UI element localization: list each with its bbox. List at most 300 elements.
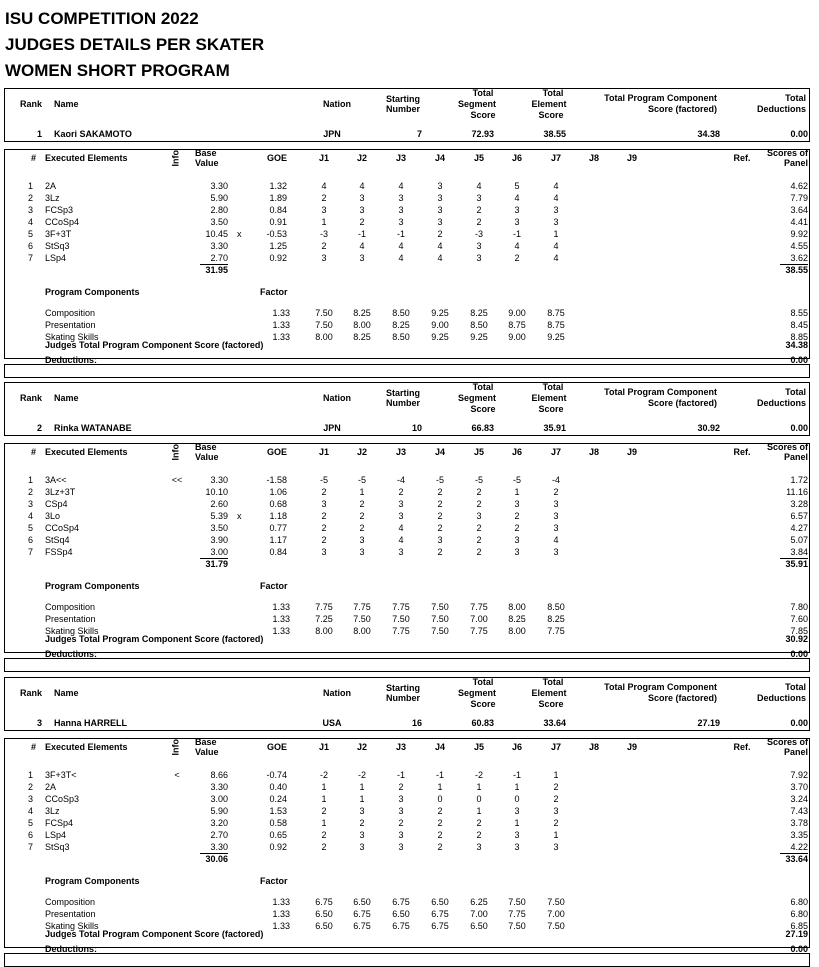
judge-score: 3 — [398, 217, 404, 227]
judge-score: 2 — [321, 511, 327, 521]
judge-score: 2 — [437, 487, 443, 497]
component-name: Presentation — [45, 320, 96, 330]
element-number: 4 — [27, 806, 33, 816]
judge-score: 3 — [359, 830, 365, 840]
element-goe: 1.18 — [269, 511, 287, 521]
component-factor: 1.33 — [272, 320, 290, 330]
judge-component-score: 6.75 — [431, 921, 449, 931]
judge-label: J1 — [318, 447, 329, 457]
scores-of-panel-label-1: Scores of — [766, 442, 808, 452]
judge-score: 0 — [437, 794, 443, 804]
judge-component-score: 7.75 — [470, 626, 488, 636]
judge-label: J7 — [550, 153, 561, 163]
name-label: Name — [54, 99, 79, 109]
total-segment-score-label-3: Score — [470, 699, 496, 709]
element-goe: 0.68 — [269, 499, 287, 509]
judge-score: 2 — [437, 830, 443, 840]
element-panel-score: 7.43 — [790, 806, 808, 816]
judge-component-score: 8.25 — [392, 320, 410, 330]
element-base-value: 3.30 — [210, 181, 228, 191]
judge-component-score: 8.00 — [315, 626, 333, 636]
judge-score: 5 — [514, 181, 520, 191]
element-panel-score: 4.27 — [790, 523, 808, 533]
judge-score: 1 — [359, 782, 365, 792]
judge-component-score: 7.50 — [315, 308, 333, 318]
factor-label: Factor — [260, 876, 288, 886]
element-panel-score: 7.79 — [790, 193, 808, 203]
element-code: 3Lz — [45, 193, 60, 203]
judge-score: -2 — [319, 770, 328, 780]
judge-component-score: 8.75 — [508, 320, 526, 330]
judge-score: -4 — [396, 475, 405, 485]
total-pcs-label-1: Total Program Component — [604, 387, 717, 397]
element-panel-score: 3.24 — [790, 794, 808, 804]
element-base-value: 8.66 — [210, 770, 228, 780]
judge-label: J4 — [434, 742, 445, 752]
factor-label: Factor — [260, 581, 288, 591]
judge-score: 2 — [398, 818, 404, 828]
judge-score: 2 — [437, 842, 443, 852]
judge-score: 1 — [514, 782, 520, 792]
element-code: StSq3 — [45, 842, 70, 852]
total-deductions-label-1: Total — [785, 682, 806, 692]
element-goe: 1.17 — [269, 535, 287, 545]
judge-score: -2 — [474, 770, 483, 780]
judge-score: 2 — [514, 511, 520, 521]
element-number: 1 — [27, 770, 33, 780]
judge-label: J4 — [434, 447, 445, 457]
program-components-label: Program Components — [45, 876, 140, 886]
element-panel-score: 3.35 — [790, 830, 808, 840]
judge-label: J5 — [473, 153, 484, 163]
rank-label: Rank — [20, 393, 43, 403]
element-code: 2A — [45, 181, 57, 191]
element-base-value: 3.20 — [210, 818, 228, 828]
judge-component-score: 7.50 — [392, 614, 410, 624]
total-segment-score-label-1: Total — [472, 677, 494, 687]
element-code: 3A<< — [45, 475, 67, 485]
judge-score: 2 — [553, 794, 559, 804]
judge-score: 3 — [359, 535, 365, 545]
judge-score: 2 — [437, 229, 443, 239]
judges-total-pcs-label: Judges Total Program Component Score (factored) — [45, 929, 264, 939]
component-factor: 1.33 — [272, 921, 290, 931]
element-goe: 1.53 — [269, 806, 287, 816]
element-base-value: 5.90 — [210, 193, 228, 203]
judge-score: 3 — [321, 205, 327, 215]
starting-number-label-2: Number — [385, 398, 420, 408]
judge-component-score: 8.00 — [353, 320, 371, 330]
base-value-total: 30.06 — [205, 854, 228, 864]
judge-score: 1 — [321, 818, 327, 828]
element-goe: 0.84 — [269, 547, 287, 557]
element-code: 3Lo — [45, 511, 61, 521]
judge-component-score: 6.75 — [431, 909, 449, 919]
judge-label: J3 — [395, 153, 406, 163]
judge-component-score: 7.00 — [470, 614, 488, 624]
total-element-score: 38.55 — [543, 129, 566, 139]
total-segment-score-label-2: Segment — [457, 688, 496, 698]
tes-total-rule — [780, 558, 808, 559]
judge-score: 4 — [359, 241, 365, 251]
element-code: CSp4 — [45, 499, 68, 509]
scores-of-panel-label-2: Panel — [783, 158, 808, 168]
total-element-score-label-2: Element — [531, 99, 567, 109]
judge-component-score: 7.50 — [508, 921, 526, 931]
judge-component-score: 8.75 — [547, 308, 565, 318]
scores-of-panel-label-1: Scores of — [766, 148, 808, 158]
element-goe: 1.06 — [269, 487, 287, 497]
judge-score: 4 — [359, 181, 365, 191]
component-panel-score: 6.85 — [790, 921, 808, 931]
judge-score: -1 — [512, 770, 521, 780]
factor-label: Factor — [260, 287, 288, 297]
starting-number-label-2: Number — [385, 693, 420, 703]
judge-score: 3 — [437, 193, 443, 203]
judge-score: 3 — [359, 806, 365, 816]
judge-score: 4 — [553, 535, 559, 545]
element-number: 4 — [27, 511, 33, 521]
judge-score: 3 — [514, 217, 520, 227]
judge-component-score: 7.50 — [431, 626, 449, 636]
judge-component-score: 8.25 — [470, 308, 488, 318]
judge-score: 4 — [553, 253, 559, 263]
judge-score: 3 — [398, 499, 404, 509]
deductions-box — [4, 364, 810, 378]
judge-label: J2 — [356, 742, 367, 752]
judge-score: 1 — [553, 770, 559, 780]
component-factor: 1.33 — [272, 308, 290, 318]
judge-label: J6 — [511, 447, 522, 457]
judge-score: 3 — [476, 511, 482, 521]
judge-score: 2 — [476, 217, 482, 227]
judge-label: J3 — [395, 447, 406, 457]
base-value-total: 31.79 — [205, 559, 228, 569]
total-pcs-label-1: Total Program Component — [604, 682, 717, 692]
total-segment-score: 66.83 — [471, 423, 494, 433]
judge-score: 2 — [553, 487, 559, 497]
judge-score: 3 — [476, 193, 482, 203]
judge-label: J9 — [626, 742, 637, 752]
element-code: 2A — [45, 782, 57, 792]
component-panel-score: 8.45 — [790, 320, 808, 330]
tes-total: 38.55 — [785, 265, 808, 275]
judge-component-score: 6.75 — [353, 909, 371, 919]
nation-label: Nation — [323, 688, 351, 698]
judge-component-score: 6.75 — [353, 921, 371, 931]
judge-label: J6 — [511, 153, 522, 163]
judge-score: 2 — [514, 253, 520, 263]
judge-score: 4 — [398, 253, 404, 263]
program-components-label: Program Components — [45, 581, 140, 591]
skater-name: Kaori SAKAMOTO — [54, 129, 132, 139]
element-code: CCoSp4 — [45, 523, 80, 533]
component-factor: 1.33 — [272, 332, 290, 342]
judge-score: 1 — [359, 794, 365, 804]
judge-label: J5 — [473, 742, 484, 752]
judge-score: 3 — [514, 499, 520, 509]
element-number: 7 — [27, 842, 33, 852]
base-value-total-rule — [200, 853, 228, 854]
info-label: Info — [170, 150, 181, 167]
judge-score: 3 — [514, 205, 520, 215]
starting-number-label-1: Starting — [385, 388, 420, 398]
judge-label: J3 — [395, 742, 406, 752]
judge-score: 2 — [321, 806, 327, 816]
judge-score: 2 — [359, 818, 365, 828]
judge-score: 3 — [398, 511, 404, 521]
element-panel-score: 3.62 — [790, 253, 808, 263]
element-goe: 0.58 — [269, 818, 287, 828]
judge-component-score: 9.25 — [431, 332, 449, 342]
element-goe: 0.91 — [269, 217, 287, 227]
judge-score: 2 — [476, 830, 482, 840]
judge-label: J4 — [434, 153, 445, 163]
deductions-label: Deductions: — [45, 649, 98, 659]
judge-score: 2 — [359, 499, 365, 509]
judge-score: 1 — [514, 818, 520, 828]
element-base-value: 2.80 — [210, 205, 228, 215]
element-number: 4 — [27, 217, 33, 227]
judge-score: 3 — [553, 217, 559, 227]
total-segment-score-label-3: Score — [470, 404, 496, 414]
ref-label: Ref. — [733, 447, 751, 457]
total-element-score: 33.64 — [543, 718, 566, 728]
element-code: StSq3 — [45, 241, 70, 251]
judge-component-score: 6.50 — [392, 909, 410, 919]
judge-label: J9 — [626, 447, 637, 457]
element-panel-score: 9.92 — [790, 229, 808, 239]
judge-score: -1 — [435, 770, 444, 780]
judge-score: 2 — [359, 217, 365, 227]
deductions-total: 0.00 — [790, 649, 808, 659]
judge-score: 4 — [398, 535, 404, 545]
judge-score: 4 — [514, 241, 520, 251]
title-segment: WOMEN SHORT PROGRAM — [5, 61, 230, 80]
element-goe: 0.84 — [269, 205, 287, 215]
element-code: StSq4 — [45, 535, 70, 545]
judge-score: 3 — [553, 511, 559, 521]
element-number: 5 — [27, 229, 33, 239]
judge-score: -1 — [357, 229, 366, 239]
element-code: LSp4 — [45, 830, 67, 840]
judge-label: J1 — [318, 153, 329, 163]
judge-score: 2 — [476, 205, 482, 215]
element-code: 3F+3T — [45, 229, 72, 239]
element-number: 7 — [27, 253, 33, 263]
judge-score: -4 — [551, 475, 560, 485]
judge-score: 1 — [553, 229, 559, 239]
judge-component-score: 7.75 — [315, 602, 333, 612]
element-goe: 1.32 — [269, 181, 287, 191]
total-deductions-label-2: Deductions — [756, 693, 806, 703]
element-panel-score: 11.16 — [786, 487, 808, 497]
component-factor: 1.33 — [272, 602, 290, 612]
starting-number: 7 — [416, 129, 422, 139]
element-panel-score: 6.57 — [790, 511, 808, 521]
element-info: << — [171, 475, 183, 485]
total-element-score-label-1: Total — [542, 382, 564, 392]
judge-score: 3 — [321, 253, 327, 263]
element-code: 3Lz+3T — [45, 487, 76, 497]
judge-score: -3 — [474, 229, 483, 239]
component-factor: 1.33 — [272, 897, 290, 907]
total-segment-score-label-1: Total — [472, 88, 494, 98]
total-deductions: 0.00 — [790, 423, 808, 433]
base-value-label-2: Value — [195, 158, 219, 168]
judge-score: 3 — [398, 842, 404, 852]
total-deductions-label-2: Deductions — [756, 398, 806, 408]
element-goe: -0.74 — [266, 770, 287, 780]
nation-label: Nation — [323, 393, 351, 403]
element-bonus-marker: x — [237, 511, 242, 521]
name-label: Name — [54, 688, 79, 698]
judge-score: 1 — [321, 782, 327, 792]
element-info: < — [174, 770, 180, 780]
element-number: 5 — [27, 523, 33, 533]
starting-number-label-2: Number — [385, 104, 420, 114]
judge-label: J2 — [356, 153, 367, 163]
total-element-score-label-3: Score — [538, 699, 564, 709]
skater-rank: 3 — [37, 718, 43, 728]
judge-score: 2 — [321, 842, 327, 852]
deductions-label: Deductions: — [45, 944, 98, 954]
judge-score: 3 — [514, 806, 520, 816]
total-element-score-label-2: Element — [531, 688, 567, 698]
judge-component-score: 8.00 — [508, 602, 526, 612]
element-bonus-marker: x — [237, 229, 242, 239]
element-panel-score: 3.84 — [790, 547, 808, 557]
judge-score: 1 — [476, 782, 482, 792]
element-number: 6 — [27, 241, 33, 251]
element-goe: 0.65 — [269, 830, 287, 840]
judge-score: 3 — [398, 794, 404, 804]
total-pcs-score: 27.19 — [697, 718, 720, 728]
skater-sheet — [4, 677, 810, 967]
element-base-value: 3.90 — [210, 535, 228, 545]
judge-score: 3 — [359, 253, 365, 263]
judge-component-score: 7.75 — [353, 602, 371, 612]
judge-component-score: 8.50 — [392, 332, 410, 342]
total-deductions-label-1: Total — [785, 387, 806, 397]
judge-score: 0 — [476, 794, 482, 804]
judge-component-score: 8.25 — [547, 614, 565, 624]
judge-score: 4 — [321, 181, 327, 191]
starting-number-label-1: Starting — [385, 683, 420, 693]
goe-label: GOE — [266, 447, 287, 457]
executed-elements-label: Executed Elements — [45, 447, 128, 457]
base-value-label-2: Value — [195, 747, 219, 757]
judge-component-score: 8.25 — [353, 332, 371, 342]
judge-score: 3 — [553, 547, 559, 557]
judge-score: 2 — [359, 523, 365, 533]
total-segment-score-label-2: Segment — [457, 99, 496, 109]
judge-score: 2 — [476, 499, 482, 509]
element-goe: 0.40 — [269, 782, 287, 792]
element-panel-score: 1.72 — [790, 475, 808, 485]
element-number: 1 — [27, 475, 33, 485]
judge-component-score: 9.25 — [470, 332, 488, 342]
total-pcs-label-2: Score (factored) — [647, 398, 717, 408]
base-value-total-rule — [200, 558, 228, 559]
tes-total-rule — [780, 264, 808, 265]
judge-component-score: 8.00 — [315, 332, 333, 342]
judge-score: 3 — [321, 547, 327, 557]
total-pcs-label-2: Score (factored) — [647, 104, 717, 114]
element-number-label: # — [31, 447, 37, 457]
element-code: CCoSp4 — [45, 217, 80, 227]
judge-component-score: 8.25 — [508, 614, 526, 624]
judge-score: 3 — [437, 217, 443, 227]
judge-label: J8 — [588, 742, 599, 752]
total-element-score-label-2: Element — [531, 393, 567, 403]
element-base-value: 3.00 — [210, 794, 228, 804]
element-number: 6 — [27, 535, 33, 545]
total-element-score-label-1: Total — [542, 88, 564, 98]
base-value-label-1: Base — [195, 442, 217, 452]
component-factor: 1.33 — [272, 626, 290, 636]
judge-score: 3 — [359, 547, 365, 557]
judge-score: -5 — [512, 475, 521, 485]
judge-score: 2 — [476, 535, 482, 545]
element-base-value: 5.39 — [210, 511, 228, 521]
tes-total-rule — [780, 853, 808, 854]
judge-score: 3 — [476, 253, 482, 263]
starting-number: 10 — [411, 423, 422, 433]
total-deductions: 0.00 — [790, 718, 808, 728]
judge-score: 2 — [398, 782, 404, 792]
element-goe: -1.58 — [266, 475, 287, 485]
judge-score: 3 — [359, 205, 365, 215]
judge-score: 2 — [321, 241, 327, 251]
judge-score: 4 — [553, 241, 559, 251]
ref-label: Ref. — [733, 153, 751, 163]
total-pcs-label-1: Total Program Component — [604, 93, 717, 103]
element-goe: 1.89 — [269, 193, 287, 203]
base-value-label-2: Value — [195, 452, 219, 462]
judge-component-score: 7.75 — [547, 626, 565, 636]
judge-component-score: 9.00 — [431, 320, 449, 330]
judge-label: J7 — [550, 447, 561, 457]
judges-total-pcs-label: Judges Total Program Component Score (factored) — [45, 634, 264, 644]
element-panel-score: 4.62 — [790, 181, 808, 191]
deductions-total: 0.00 — [790, 944, 808, 954]
total-pcs-score: 34.38 — [697, 129, 720, 139]
judge-component-score: 6.50 — [470, 921, 488, 931]
judge-score: 2 — [321, 830, 327, 840]
judge-component-score: 7.75 — [392, 626, 410, 636]
judge-score: 3 — [398, 193, 404, 203]
element-base-value: 3.30 — [210, 842, 228, 852]
judge-component-score: 8.25 — [353, 308, 371, 318]
element-panel-score: 4.55 — [790, 241, 808, 251]
judge-score: 3 — [514, 842, 520, 852]
element-goe: -0.53 — [266, 229, 287, 239]
judge-score: 2 — [437, 511, 443, 521]
judge-score: 3 — [398, 205, 404, 215]
skater-nation: JPN — [323, 129, 341, 139]
element-goe: 0.92 — [269, 842, 287, 852]
total-deductions: 0.00 — [790, 129, 808, 139]
total-element-score-label-3: Score — [538, 110, 564, 120]
judge-score: 2 — [437, 547, 443, 557]
element-base-value: 2.60 — [210, 499, 228, 509]
element-number: 3 — [27, 499, 33, 509]
judge-score: 1 — [437, 782, 443, 792]
total-pcs-label-2: Score (factored) — [647, 693, 717, 703]
skater-name: Hanna HARRELL — [54, 718, 128, 728]
judge-score: 2 — [514, 523, 520, 533]
